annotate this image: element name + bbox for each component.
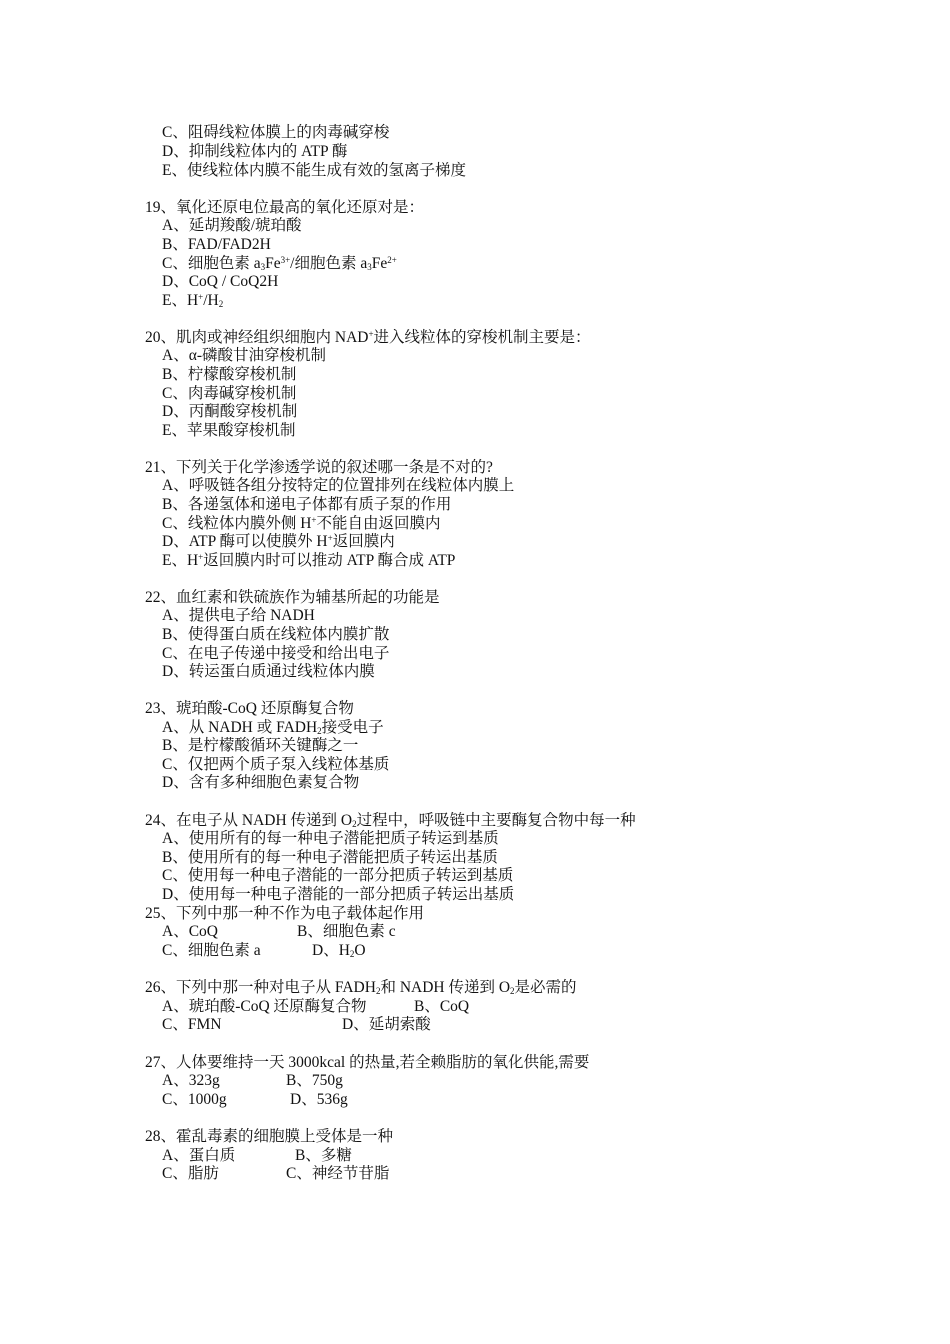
q23-option-a: A、从 NADH 或 $FADH_2$接受电子 [162,719,384,736]
q22-option-c: C、在电子传递中接受和给出电子 [162,645,390,662]
q19-option-c: C、细胞色素 $a_3Fe^{3+}/$细胞色素 $a_3Fe^{2+}$ [162,255,397,272]
question-26-stem: 26、下列中那一种对电子从 $FADH_2$和 NADH 传递到 $O_2$是必需的 [145,979,577,996]
q19-option-b: B、FAD/FAD2H [162,236,271,253]
q28-option-a: A、蛋白质 [162,1147,236,1164]
q27-option-b: B、750g [286,1072,343,1089]
q19-option-d: D、CoQ / CoQ2H [162,273,279,290]
q20-option-e: E、苹果酸穿梭机制 [162,422,296,439]
question-28-stem: 28、霍乱毒素的细胞膜上受体是一种 [145,1128,394,1145]
q23-option-c: C、仅把两个质子泵入线粒体基质 [162,756,390,773]
option-c: C、阻碍线粒体膜上的肉毒碱穿梭 [162,124,390,141]
q25-option-c: C、细胞色素 a [162,942,261,959]
option-d: D、抑制线粒体内的 ATP 酶 [162,143,348,160]
q25-option-a: A、CoQ [162,923,218,940]
q21-option-c: C、线粒体内膜外侧 H+不能自由返回膜内 [162,515,441,532]
question-25-stem: 25、下列中那一种不作为电子载体起作用 [145,905,425,922]
q26-option-d: D、延胡索酸 [342,1016,431,1033]
q21-option-d: D、ATP 酶可以使膜外 H+返回膜内 [162,533,395,550]
q19-option-e: E、$H^+/H_2$ [162,292,224,309]
q27-option-a: A、323g [162,1072,220,1089]
q20-option-a: A、α-磷酸甘油穿梭机制 [162,347,326,364]
q27-option-c: C、1000g [162,1091,227,1108]
q28-option-d: C、神经节苷脂 [286,1165,390,1182]
question-22-stem: 22、血红素和铁硫族作为辅基所起的功能是 [145,589,440,606]
q19-option-a: A、延胡羧酸/琥珀酸 [162,217,302,234]
question-21-stem: 21、下列关于化学渗透学说的叙述哪一条是不对的? [145,459,493,476]
question-24-stem: 24、在电子从 NADH 传递到 $O_2$过程中，呼吸链中主要酶复合物中每一种 [145,812,636,829]
q24-option-a: A、使用所有的每一种电子潜能把质子转运到基质 [162,830,499,847]
q24-option-d: D、使用每一种电子潜能的一部分把质子转运出基质 [162,886,515,903]
q25-option-b: B、细胞色素 c [297,923,396,940]
option-e: E、使线粒体内膜不能生成有效的氢离子梯度 [162,162,466,179]
question-20-stem: 20、肌肉或神经组织细胞内 NAD+进入线粒体的穿梭机制主要是： [145,329,591,346]
q28-option-c: C、脂肪 [162,1165,219,1182]
question-23-stem: 23、琥珀酸-CoQ 还原酶复合物 [145,700,354,717]
q24-option-b: B、使用所有的每一种电子潜能把质子转运出基质 [162,849,498,866]
q21-option-e: E、H+返回膜内时可以推动 ATP 酶合成 ATP [162,552,456,569]
q26-option-a: A、琥珀酸-CoQ 还原酶复合物 [162,998,367,1015]
q25-option-d: D、$H_2O$ [312,942,366,959]
q23-option-b: B、是柠檬酸循环关键酶之一 [162,737,359,754]
q20-option-b: B、柠檬酸穿梭机制 [162,366,297,383]
q22-option-d: D、转运蛋白质通过线粒体内膜 [162,663,375,680]
q22-option-a: A、提供电子给 NADH [162,607,315,624]
q26-option-c: C、FMN [162,1016,222,1033]
q21-option-b: B、各递氢体和递电子体都有质子泵的作用 [162,496,452,513]
q23-option-d: D、含有多种细胞色素复合物 [162,774,360,791]
question-27-stem: 27、人体要维持一天 3000kcal 的热量,若全赖脂肪的氧化供能,需要 [145,1054,590,1071]
question-19-stem: 19、氧化还原电位最高的氧化还原对是： [145,199,425,216]
q26-option-b: B、CoQ [414,998,470,1015]
q22-option-b: B、使得蛋白质在线粒体内膜扩散 [162,626,390,643]
q28-option-b: B、多糖 [295,1147,352,1164]
q20-option-d: D、丙酮酸穿梭机制 [162,403,298,420]
q27-option-d: D、536g [290,1091,348,1108]
q21-option-a: A、呼吸链各组分按特定的位置排列在线粒体内膜上 [162,477,515,494]
q24-option-c: C、使用每一种电子潜能的一部分把质子转运到基质 [162,867,514,884]
q20-option-c: C、肉毒碱穿梭机制 [162,385,297,402]
